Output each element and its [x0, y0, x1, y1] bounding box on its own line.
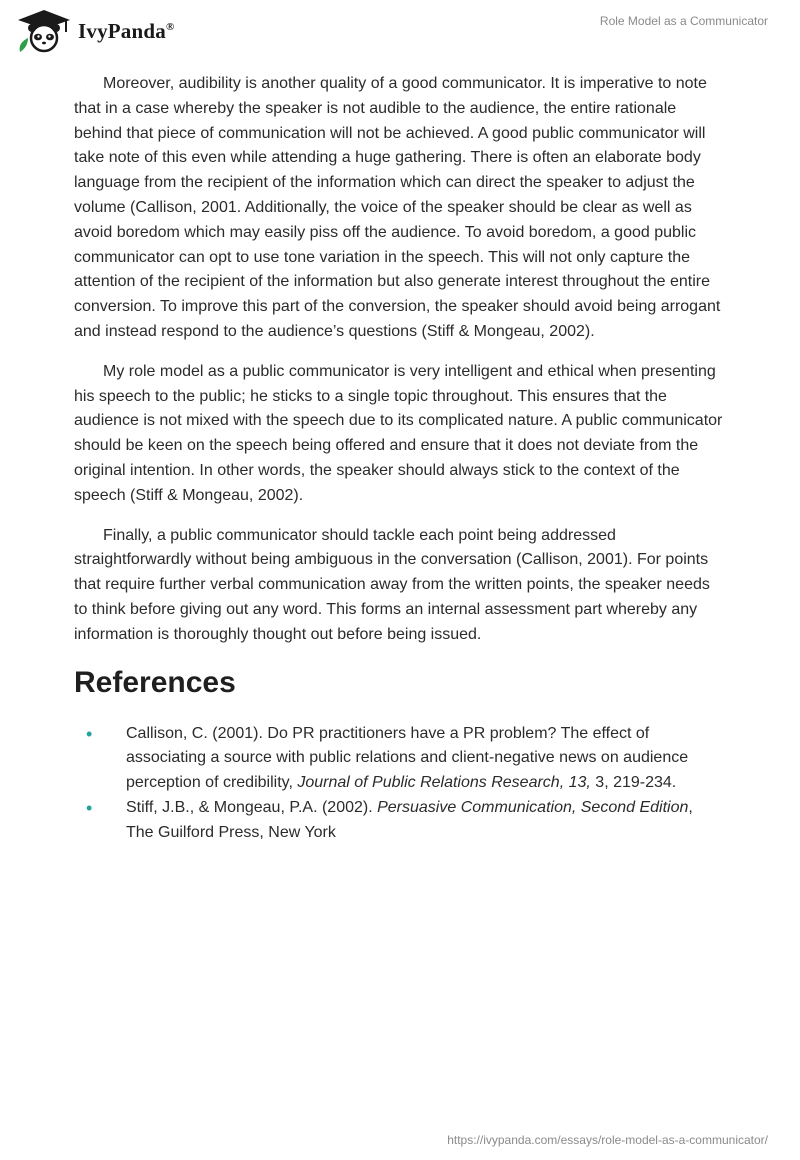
body-paragraph: Finally, a public communicator should tackle each point being addressed straightforwardly without being ambiguous in the conversation (Callison, 2001). For points that require further verbal communication away from the written points, the speaker needs to think before giving out any word. This forms an internal assessment part whereby any information is thoroughly thought out before being issued.: [74, 526, 710, 643]
reference-text-end: , The Guilford Press, New York: [126, 798, 693, 841]
source-url-link[interactable]: https://ivypanda.com/essays/role-model-as-a-communicator/: [447, 1133, 768, 1147]
reference-item: [74, 796, 724, 846]
body-paragraph: Moreover, audibility is another quality of a good communicator. It is imperative to note that in a case whereby the speaker is not audible to the audience, the entire rationale behind that piece of communication will not be achieved. A good public communicator will take note of this even while attending a huge gathering. There is often an elaborate body language from the recipient of the information which can direct the speaker to adjust the volume (Callison, 2001. Additionally, the voice of the speaker should be clear as well as avoid boredom which may easily piss off the audience. To avoid boredom, a good public communicator can opt to use tone variation in the speech. This will not only capture the attention of the recipient of the information but also generate interest throughout the entire conversion. To improve this part of the conversion, the speaker should avoid being arrogant and instead respond to the audience’s questions (Stiff & Mongeau, 2002).: [74, 75, 721, 340]
page-header: [0, 0, 800, 60]
references-heading: References: [74, 665, 236, 699]
bullet-icon: •: [86, 797, 93, 818]
running-title: Role Model as a Communicator: [599, 14, 768, 28]
essay-content: [74, 72, 724, 846]
brand-name: IvyPanda®: [78, 18, 175, 43]
bullet-icon: •: [86, 723, 93, 744]
references-list: [74, 722, 724, 846]
panda-graduate-icon: [14, 8, 74, 54]
registered-mark: ®: [165, 20, 175, 33]
reference-journal: Journal of Public Relations Research, 13,: [297, 774, 591, 792]
reference-item: [74, 722, 724, 796]
reference-text: Callison, C. (2001). Do PR practitioners have a PR problem? The effect of associating a source with public relations and client-negative news on audience perception of credibility,: [126, 724, 689, 792]
reference-text: Stiff, J.B., & Mongeau, P.A. (2002).: [126, 798, 378, 816]
reference-text-end: 3, 219-234.: [590, 774, 677, 792]
ivypanda-logo[interactable]: [14, 8, 174, 54]
reference-book-title: Persuasive Communication, Second Edition: [377, 798, 689, 816]
body-paragraph: My role model as a public communicator is very intelligent and ethical when presenting his speech to the public; he sticks to a single topic throughout. This ensures that the audience is not mixed with the speech due to its complicated nature. A public communicator should be keen on the speech being offered and ensure that it does not deviate from the original intention. In other words, the speaker should always stick to the context of the speech (Stiff & Mongeau, 2002).: [74, 362, 723, 504]
